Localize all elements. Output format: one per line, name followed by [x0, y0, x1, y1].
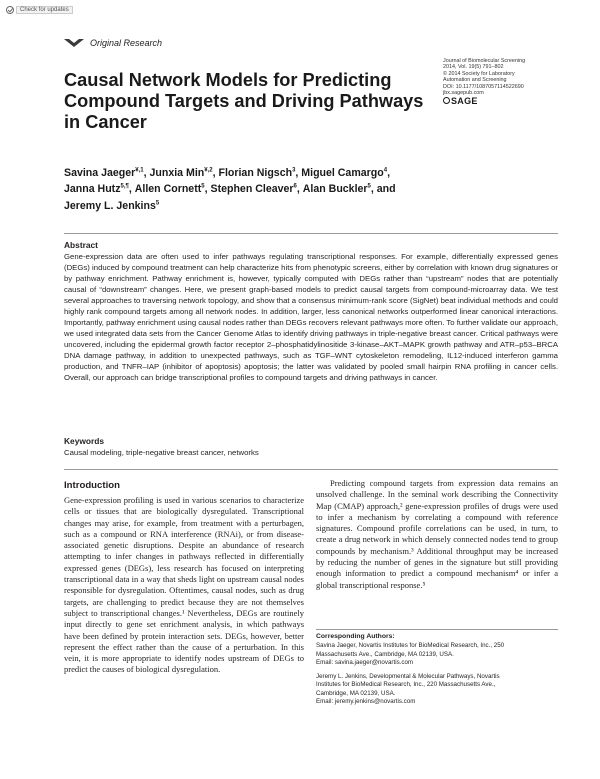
author: Jeremy L. Jenkins$^5$	[64, 200, 160, 213]
keywords-heading: Keywords	[64, 436, 105, 446]
section-label: Original Research	[90, 38, 163, 48]
author: Stephen Cleaver$^6$,	[210, 183, 303, 196]
article-title: Causal Network Models for Predicting Compound Targets and Driving Pathways in Cancer	[64, 70, 424, 132]
journal-copyright: © 2014 Society for Laboratory	[443, 70, 515, 77]
sage-logo-icon	[443, 97, 450, 104]
author: Savina Jaeger$^{¥,1}$,	[64, 166, 150, 179]
divider	[64, 233, 558, 234]
check-for-updates-badge[interactable]	[6, 6, 73, 14]
check-circle-icon	[6, 6, 14, 14]
email-link[interactable]: Email: jeremy.jenkins@novartis.com	[316, 698, 416, 706]
journal-copyright-line2: Automation and Screening	[443, 77, 507, 84]
address-line: Institutes for BioMedical Research, Inc., 220 Massachusetts Ave.,	[316, 681, 496, 689]
author: Janna Hutz$^{5,\P}$,	[64, 183, 135, 196]
correspondence-heading: Corresponding Authors:	[316, 633, 395, 640]
author: Miguel Camargo$^4$,	[301, 166, 391, 179]
journal-site[interactable]: jbx.sagepub.com	[443, 90, 484, 97]
address-line: Savina Jaeger, Novartis Institutes for BioMedical Research, Inc., 250	[316, 642, 505, 650]
correspondence-block	[316, 633, 558, 712]
email-link[interactable]: Email: savina.jaeger@novartis.com	[316, 658, 414, 666]
check-for-updates-label: Check for updates	[16, 6, 73, 14]
section-header	[64, 38, 162, 48]
introduction-heading: Introduction	[64, 480, 120, 491]
sage-logo	[443, 97, 593, 104]
sage-wordmark: SAGE	[451, 95, 478, 106]
author-list	[64, 163, 444, 214]
correspondence-author-2	[316, 673, 558, 706]
divider	[64, 469, 558, 470]
author: Junxia Min$^{¥,2}$,	[149, 166, 219, 179]
author: Alan Buckler$^5$, and	[302, 183, 396, 196]
correspondence-author-1	[316, 642, 558, 667]
divider	[316, 629, 558, 630]
keywords-text: Causal modeling, triple-negative breast cancer, networks	[64, 448, 259, 457]
abstract-heading: Abstract	[64, 240, 98, 250]
address-line: Massachusetts Ave., Cambridge, MA 02139, USA.	[316, 650, 454, 658]
introduction-paragraph-right: Predicting compound targets from expression data remains an unsolved challenge. In the seminal work describing the Connectivity Map (CMAP) approach,² gene-expression profiles of drugs were used to infer a mechanism by correlating a compound with reference signatures. Compound profile correlations can be used, in turn, to create a drug network in which densely connected nodes tend to group compounds by mechanism.³ Additional throughput may be increased by reducing the number of genes in the signature but still providing enough information to predict a compound mechanism⁴ or infer a global transcriptional response.⁵	[316, 478, 558, 590]
author: Allen Cornett$^5$,	[134, 183, 211, 196]
author: Florian Nigsch$^3$,	[218, 166, 302, 179]
abstract-text: Gene-expression data are often used to infer pathways regulating transcriptional responses. For example, differentially expressed genes (DEGs) induced by compound treatment can help characterize hits from phenotypic screens, either by correlation with known drug signatures or by pathway enrichment. Pathway enrichment is, however, typically computed with DEGs rather than “upstream” nodes that are potentially causal of “downstream” changes. Here, we present graph-based models to predict causal targets from compound-microarray data. We test several approaches to traversing network topology, and show that a consensus minimum-rank score (SigNet) beat individual methods and could highly rank compound targets among all network nodes. In addition, larger, less canonical networks outperformed linear canonical interactions. Importantly, pathway enrichment using causal nodes rather than DEGs recovers relevant pathways more often. To further validate our approach, we used integrated data sets from the Cancer Genome Atlas to identify driving pathways in triple-negative breast cancer. Critical pathways were uncovered, including the epidermal growth factor receptor 2–phosphatidylinositide 3-kinase–AKT–MAPK growth pathway and ATR–p53–BRCA DNA damage pathway, in addition to unexpected pathways, such as TGF–WNT cytoskeleton remodeling, IL12-induced interferon gamma production, and TNFR–IAP (inhibitor of apoptosis) apoptosis; the latter was validated by pooled small hairpin RNA profiling in cancer cells. Overall, our approach can bridge transcriptional profiles to compound targets and driving pathways in cancer.	[64, 252, 558, 382]
ribbon-icon	[64, 39, 84, 47]
address-line: Cambridge, MA 02139, USA.	[316, 689, 396, 697]
journal-name: Journal of Biomolecular Screening	[443, 58, 526, 64]
journal-volume: 2014, Vol. 19(5) 791–802	[443, 64, 504, 71]
address-line: Jeremy L. Jenkins, Developmental & Molecular Pathways, Novartis	[316, 673, 500, 681]
journal-info	[443, 58, 593, 104]
introduction-paragraph: Gene-expression profiling is used in various scenarios to characterize cells or tissues that are biologically dysregulated. Transcriptional changes may arise, for example, from treatment with a perturbagen, such as a compound or RNA interference (RNAi), or from disease-associated genetic disruptions. Despite an abundance of research attempting to infer changes in pathways reflected in differentially expressed genes (DEGs), less research has focused on interpreting transcriptional data in a way that sheds light on upstream causal nodes responsible for dysregulation. Oftentimes, causal nodes, such as drug targets, are challenging to predict because they are not themselves subject to transcriptional changes.¹ Nevertheless, DEGs are routinely input directly to gene set enrichment analysis, in which pathways have been defined by protein interaction sets. DEGs, however, better represent the effect rather than the cause of a perturbation. In this vein, it is more appropriate to identify nodes upstream of DEGs to predict the causes of biological dysregulation.	[64, 495, 304, 675]
journal-doi[interactable]: DOI: 10.1177/1087057114522690	[443, 83, 524, 90]
